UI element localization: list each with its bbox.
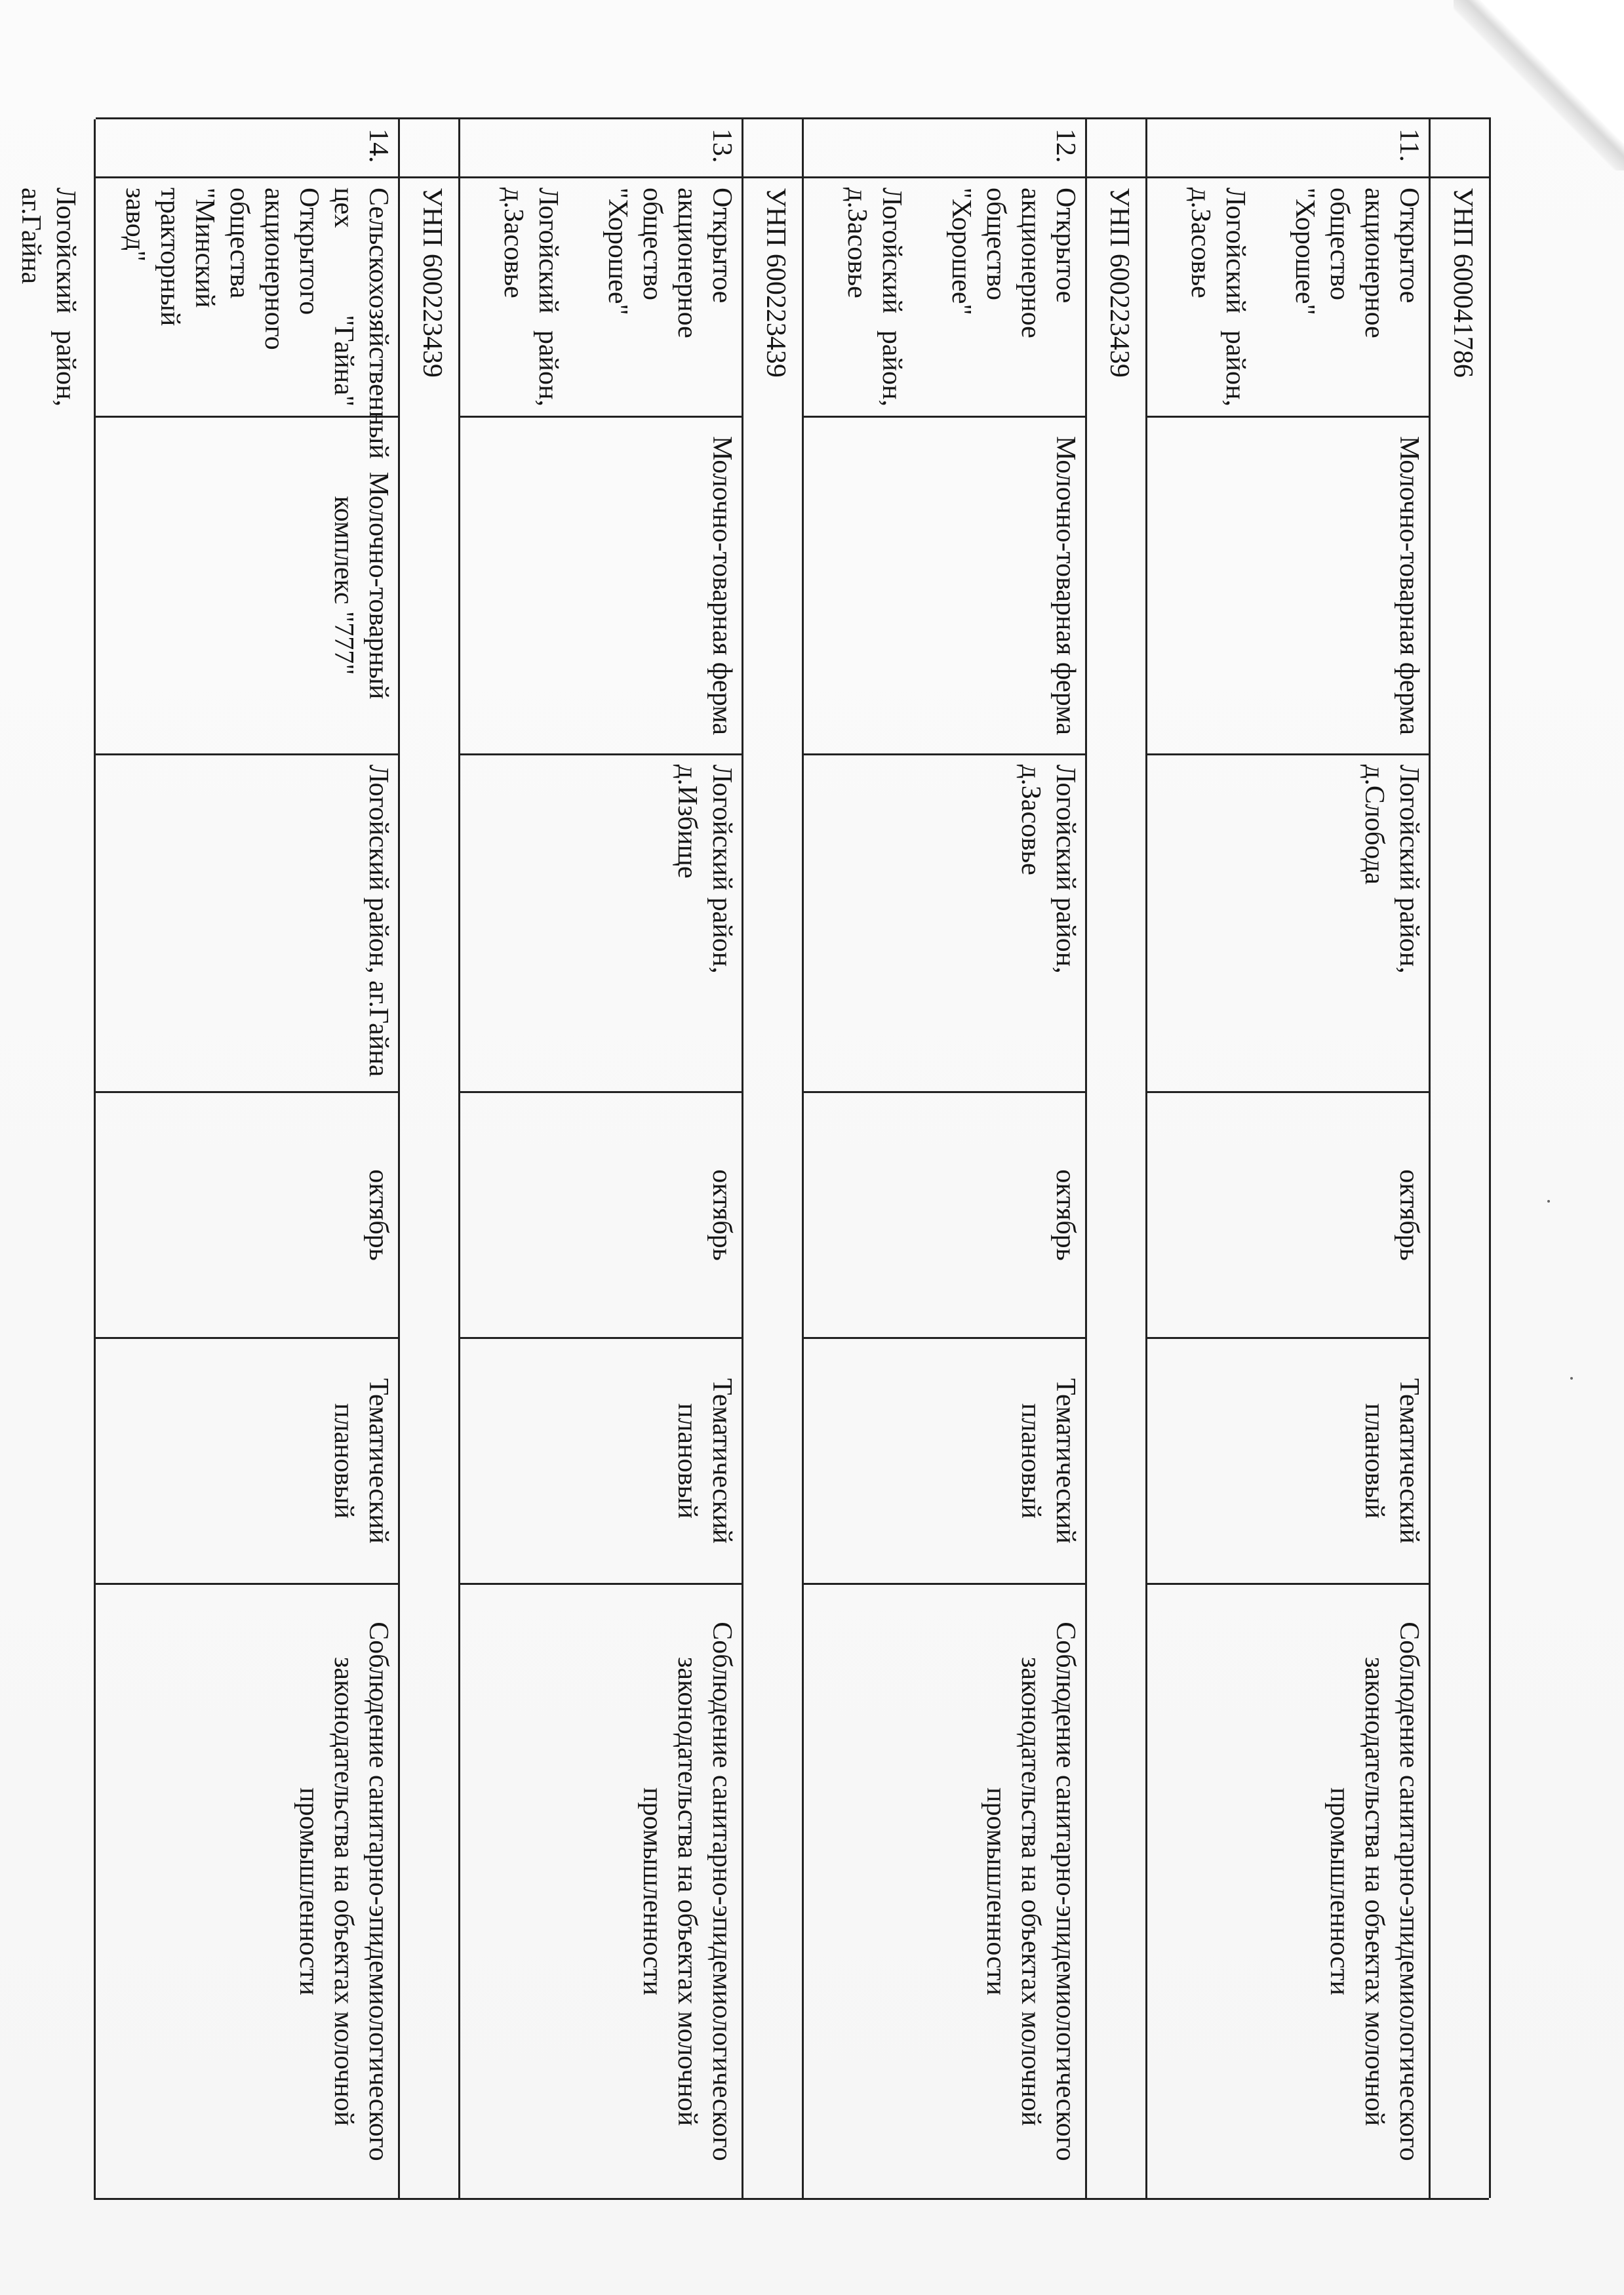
object-address: Логойский район, аг.Гайна [94,755,398,1093]
row-number: 14. [94,119,398,178]
organization-name: Открытое акционерное общество "Хорошее" [603,188,737,338]
scan-speck [1547,1200,1550,1203]
inspection-month: октябрь [802,1093,1085,1339]
unp-cell: УНП 600041786 [1429,178,1489,2200]
object-name: Молочно-товарная ферма [802,418,1085,755]
inspection-subject: Соблюдение санитарно-эпидемиологического законодательства на объектах молочной промышленности [458,1585,742,2200]
object-name: Молочно-товарная ферма [1145,418,1429,755]
unp-cell: УНП 600223439 [1085,178,1145,2200]
inspection-subject: Соблюдение санитарно-эпидемиологического законодательства на объектах молочной промышленности [94,1585,398,2200]
organization-address: Логойский район, д.Засовье [1185,188,1250,407]
object-address: Логойский район, д.Слобода [1145,755,1429,1093]
object-address: Логойский район, д.Засовье [802,755,1085,1093]
unp-cell: УНП 600223439 [398,178,458,2200]
organization-address: Логойский район, д.Засовье [842,188,907,407]
inspection-type: Тематический плановый [94,1339,398,1585]
inspection-subject: Соблюдение санитарно-эпидемиологического законодательства на объектах молочной промышленности [802,1585,1085,2200]
organization-name: Открытое акционерное общество "Хорошее" [1290,188,1424,338]
inspection-subject: Соблюдение санитарно-эпидемиологического законодательства на объектах молочной промышленности [1145,1585,1429,2200]
inspection-plan-table [16,117,1491,2198]
object-name: Молочно-товарная ферма [458,418,742,755]
inspection-month: октябрь [94,1093,398,1339]
organization-cell [1145,178,1429,418]
row-number: 11. [1145,119,1429,178]
row-number: 13. [458,119,742,178]
organization-address: Логойский район, аг.Гайна [16,188,81,407]
organization-name: Сельскохозяйственный цех "Гайна" Открытого акционерного общества "Минский тракторный завод" [120,188,393,459]
unp-cell: УНП 600223439 [742,178,802,2200]
scan-speck [1570,1377,1573,1380]
table-cell-empty [398,119,458,178]
object-name: Молочно-товарный комплекс "777" [94,418,398,755]
organization-cell [458,178,742,418]
table-cell-empty [1429,119,1489,178]
inspection-type: Тематический плановый [458,1339,742,1585]
row-number: 12. [802,119,1085,178]
table-cell-empty [1085,119,1145,178]
organization-cell [16,178,398,459]
object-address: Логойский район, д.Избище [458,755,742,1093]
table-cell-empty [742,119,802,178]
inspection-type: Тематический плановый [802,1339,1085,1585]
inspection-month: октябрь [1145,1093,1429,1339]
organization-name: Открытое акционерное общество "Хорошее" [946,188,1080,338]
organization-address: Логойский район, д.Засовье [498,188,563,407]
inspection-month: октябрь [458,1093,742,1339]
inspection-type: Тематический плановый [1145,1339,1429,1585]
organization-cell [802,178,1085,418]
